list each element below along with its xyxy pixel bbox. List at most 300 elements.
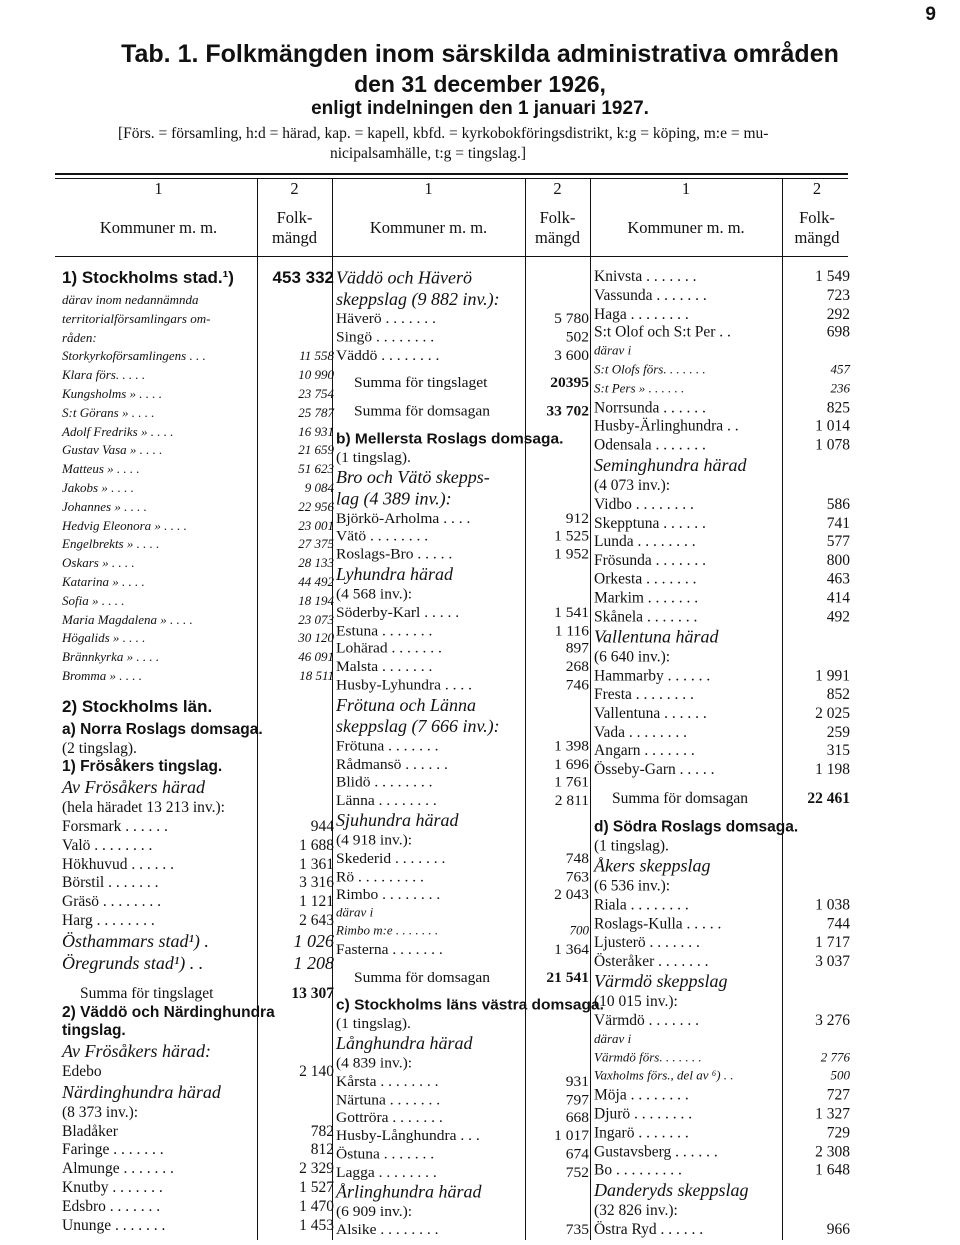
table-row [62, 1198, 332, 1217]
row-value: 1 696 [554, 755, 589, 773]
row-value: 259 [826, 723, 850, 741]
row-value: 51 623 [298, 461, 334, 477]
row-label: Hedvig Eleonora » . . . . [62, 517, 187, 533]
table-row [336, 365, 589, 375]
table-row [336, 640, 589, 658]
row-label: Lohärad . . . . . . . [336, 640, 442, 657]
row-label: Knivsta . . . . . . . [594, 268, 697, 285]
row-value: 414 [826, 589, 850, 607]
row-label: (4 073 inv.): [594, 477, 671, 495]
page-number: 9 [925, 4, 936, 25]
row-label: Kungsholms » . . . . [62, 385, 163, 401]
row-label: Vallentuna . . . . . . [594, 704, 707, 722]
row-label: Vidbo . . . . . . . . [594, 495, 694, 513]
table-row [594, 667, 850, 686]
table-row [336, 1073, 589, 1091]
row-label: Adolf Fredriks » . . . . [62, 423, 174, 439]
table-row [594, 897, 850, 916]
header-kommuner-3: Kommuner m. m. [627, 218, 745, 237]
row-label: (1 tingslag). [594, 837, 669, 855]
table-row [336, 431, 589, 449]
table-row [336, 604, 589, 622]
row-value: 727 [826, 1086, 850, 1104]
row-label: därav i [594, 342, 632, 358]
table-row [336, 997, 604, 1015]
table-row [594, 761, 850, 780]
row-label: Husby-Lyhundra . . . . [336, 676, 473, 694]
row-value: 10 990 [298, 367, 334, 383]
table-row [336, 1109, 589, 1127]
header-col-num-1c: 1 [681, 179, 691, 198]
row-label: Roslags-Kulla . . . . . [594, 915, 722, 933]
table-row [594, 455, 850, 477]
row-label: Storkyrkoförsamlingens . . . [62, 348, 206, 364]
header-folk-2: Folk- [539, 208, 576, 227]
table-row [336, 289, 589, 310]
table-row [594, 324, 850, 343]
row-value: 3 600 [554, 347, 589, 364]
table-row [336, 622, 589, 640]
row-label: därav i [336, 904, 374, 920]
table-row [594, 287, 850, 306]
table-row [594, 971, 850, 993]
table-row [62, 1217, 332, 1236]
row-value: 897 [565, 640, 589, 657]
row-label: Klara förs. . . . . [62, 367, 146, 383]
row-label: Angarn . . . . . . . [594, 742, 695, 760]
table-row [62, 330, 332, 349]
table-row [336, 311, 589, 329]
row-label: b) Mellersta Roslags domsaga. [336, 430, 564, 448]
row-label: Bromma » . . . . [62, 667, 143, 683]
row-label: Bladåker [62, 1122, 118, 1140]
row-value: 2 776 [820, 1049, 850, 1065]
table-row [62, 1082, 332, 1104]
row-label: Åkers skeppslag [594, 855, 711, 876]
row-label: Sofia » . . . . [62, 592, 125, 608]
row-value: 825 [826, 399, 850, 416]
row-value: 1 198 [815, 761, 850, 779]
row-value: 457 [830, 361, 850, 377]
table-title: Tab. 1. Folkmängden inom särskilda administrativa områden [121, 40, 839, 68]
row-label: Bro och Vätö skepps- [336, 467, 490, 487]
row-value: 1 026 [293, 930, 334, 951]
row-label: Valö . . . . . . . . [62, 836, 153, 854]
row-value: 1 121 [299, 893, 334, 911]
row-value: 5 780 [554, 310, 589, 328]
table-row [336, 1091, 589, 1109]
row-label: Hökhuvud . . . . . . [62, 855, 174, 873]
table-row [594, 1181, 850, 1203]
row-label: (6 536 inv.): [594, 877, 671, 895]
row-value: 18 511 [299, 667, 334, 683]
table-row [336, 887, 589, 905]
row-label: Värmdö skeppslag [594, 971, 728, 992]
row-label: Vaxholms förs., del av ⁶) . . [594, 1068, 734, 1084]
row-label: Närtuna . . . . . . . [336, 1091, 441, 1108]
table-row [62, 975, 332, 985]
table-row [62, 931, 332, 953]
table-row [336, 393, 589, 403]
row-value: 46 091 [298, 649, 334, 665]
row-label: 2) Stockholms län. [62, 696, 213, 716]
row-value: 735 [565, 1221, 589, 1239]
row-value: 1 688 [299, 836, 334, 854]
row-label: (hela häradet 13 213 inv.): [62, 799, 225, 817]
row-label: Vallentuna härad [594, 626, 719, 647]
table-row [594, 477, 850, 496]
row-label: (4 568 inv.): [336, 585, 413, 603]
table-row [594, 790, 850, 809]
row-value: 1 470 [299, 1197, 334, 1215]
row-label: 1) Stockholms stad.¹) [62, 268, 234, 287]
row-label: Lagga . . . . . . . . [336, 1164, 437, 1181]
table-row [336, 1015, 589, 1033]
row-label: Östhammars stad¹) . [62, 930, 209, 951]
table-row [594, 1068, 850, 1087]
row-value: 1 648 [815, 1161, 850, 1179]
row-label: Vätö . . . . . . . . [336, 528, 429, 545]
row-label: Malsta . . . . . . . [336, 658, 433, 676]
header-col-num-2c: 2 [812, 179, 822, 198]
row-label: S:t Pers » . . . . . . [594, 380, 685, 396]
row-label: därav i [594, 1030, 632, 1046]
row-value: 13 307 [291, 984, 334, 1002]
table-row [336, 489, 589, 510]
table-row [336, 565, 589, 586]
table-row [594, 878, 850, 897]
table-row [594, 1162, 850, 1181]
row-label: Högalids » . . . . [62, 630, 146, 646]
table-row [336, 923, 589, 941]
table-row [594, 305, 850, 324]
column-2 [336, 268, 604, 1240]
row-value: 2 643 [299, 911, 334, 929]
table-row [62, 630, 332, 649]
row-value: 16 931 [298, 423, 334, 439]
row-value: 797 [565, 1091, 589, 1108]
row-label: (8 373 inv.): [62, 1103, 139, 1121]
row-label: Odensala . . . . . . . [594, 436, 706, 454]
row-label: Summa för tingslaget [80, 984, 214, 1002]
row-value: 698 [826, 324, 850, 342]
table-row [62, 721, 332, 740]
row-label: Estuna . . . . . . . [336, 622, 433, 639]
column-3 [594, 268, 850, 1240]
row-value: 944 [310, 817, 334, 835]
row-label: Ingarö . . . . . . . [594, 1124, 689, 1142]
row-label: Roslags-Bro . . . . . [336, 546, 453, 563]
row-label: Av Frösåkers härad: [62, 1041, 211, 1062]
table-row [594, 552, 850, 571]
table-row [62, 740, 332, 759]
table-row [594, 808, 850, 818]
row-label: (2 tingslag). [62, 739, 137, 757]
table-row [62, 555, 332, 574]
row-label: Harg . . . . . . . . [62, 911, 155, 929]
row-label: råden: [62, 329, 97, 345]
row-value: 668 [565, 1109, 589, 1126]
row-value: 44 492 [298, 573, 334, 589]
row-value: 741 [826, 514, 850, 532]
row-label: (1 tingslag). [336, 449, 411, 466]
table-row [594, 418, 850, 437]
table-row [594, 649, 850, 668]
table-row [594, 993, 850, 1012]
row-value: 746 [565, 676, 589, 694]
row-label: Björkö-Arholma . . . . [336, 509, 471, 527]
header-mangd-3: mängd [794, 228, 840, 247]
row-value: 1 549 [815, 268, 850, 285]
row-value: 1 761 [554, 774, 589, 791]
row-value: 1 952 [554, 546, 589, 563]
row-value: 700 [569, 923, 589, 938]
row-value: 763 [565, 868, 589, 885]
row-value: 1 398 [554, 737, 589, 755]
row-value: 23 073 [298, 611, 334, 627]
table-row [594, 608, 850, 627]
row-value: 33 702 [546, 402, 589, 420]
table-row [336, 1055, 589, 1073]
table-row [62, 480, 332, 499]
row-value: 2 140 [299, 1063, 334, 1081]
header-col-num-1b: 1 [424, 179, 433, 198]
header-folk-1: Folk- [276, 208, 313, 227]
table-row [62, 953, 332, 975]
table-row [594, 399, 850, 418]
row-label: Norrsunda . . . . . . [594, 399, 706, 416]
row-label: skeppslag (7 666 inv.): [336, 716, 500, 736]
row-label: Alsike . . . . . . . . [336, 1221, 439, 1239]
row-value: 492 [826, 608, 850, 626]
table-row [336, 347, 589, 365]
row-label: Vassunda . . . . . . . [594, 286, 707, 304]
row-label: Maria Magdalena » . . . . [62, 611, 193, 627]
table-row [594, 343, 850, 362]
row-label: (6 640 inv.): [594, 648, 671, 666]
row-label: Faringe . . . . . . . [62, 1141, 164, 1159]
table-row [62, 874, 332, 893]
row-label: Lunda . . . . . . . . [594, 533, 696, 551]
table-row [594, 362, 850, 381]
table-row [62, 518, 332, 537]
row-label: d) Södra Roslags domsaga. [594, 818, 799, 836]
row-value: 782 [310, 1122, 334, 1140]
row-value: 236 [830, 380, 850, 396]
row-value: 3 037 [815, 952, 850, 970]
row-value: 1 453 [299, 1216, 334, 1234]
table-row [62, 536, 332, 555]
table-row [594, 496, 850, 515]
row-label: Rådmansö . . . . . . [336, 755, 448, 773]
row-label: Skepptuna . . . . . . [594, 514, 706, 532]
row-label: (10 015 inv.): [594, 993, 678, 1011]
row-value: 1 327 [815, 1105, 850, 1123]
table-row [62, 777, 332, 799]
table-subtitle: enligt indelningen den 1 januari 1927. [311, 98, 649, 119]
row-label: skeppslag (9 882 inv.): [336, 289, 500, 309]
header-mangd-2: mängd [535, 228, 580, 247]
row-label: Gräsö . . . . . . . . [62, 893, 162, 911]
row-value: 1 017 [554, 1127, 589, 1145]
row-value: 463 [826, 570, 850, 588]
row-label: Av Frösåkers härad [62, 777, 205, 798]
row-label: Kårsta . . . . . . . . [336, 1073, 439, 1090]
row-label: Edebo [62, 1063, 102, 1081]
row-label: Fasterna . . . . . . . [336, 941, 443, 958]
row-label: 2) Väddö och Närdinghundra [62, 1003, 275, 1021]
table-row [594, 1106, 850, 1125]
row-label: Länna . . . . . . . . [336, 792, 437, 809]
row-label: Danderyds skeppslag [594, 1180, 749, 1201]
row-value: 1 541 [554, 604, 589, 621]
table-row [594, 953, 850, 972]
row-label: Seminghundra härad [594, 455, 747, 476]
row-value: 1 078 [815, 436, 850, 454]
table-row [336, 421, 589, 431]
row-label: Österåker . . . . . . . [594, 952, 709, 970]
table-row [594, 686, 850, 705]
table-row [62, 268, 332, 292]
table-row [594, 780, 850, 790]
row-label: Ununge . . . . . . . [62, 1216, 166, 1234]
table-row [62, 856, 332, 875]
row-value: 1 361 [299, 855, 334, 873]
row-value: 453 332 [272, 268, 334, 287]
row-value: 2 329 [299, 1160, 334, 1178]
row-value: 502 [565, 328, 589, 346]
row-label: Orkesta . . . . . . . [594, 570, 697, 588]
table-row [336, 1033, 589, 1054]
table-row [594, 1087, 850, 1106]
table-row [336, 905, 589, 923]
row-value: 315 [826, 742, 850, 760]
row-value: 752 [565, 1164, 589, 1181]
row-value: 22 956 [298, 498, 334, 514]
row-value: 931 [565, 1073, 589, 1090]
header-col-num-1a: 1 [154, 179, 163, 198]
table-row [594, 589, 850, 608]
row-label: Möja . . . . . . . . [594, 1086, 689, 1104]
table-row [336, 832, 589, 850]
row-label: Engelbrekts » . . . . [62, 536, 160, 552]
row-value: 723 [826, 286, 850, 304]
row-label: Värmdö förs. . . . . . . [594, 1049, 702, 1065]
row-label: (6 909 inv.): [336, 1203, 413, 1221]
row-value: 2 811 [554, 792, 589, 809]
row-label: Frötuna och Länna [336, 695, 477, 715]
row-value: 30 120 [298, 630, 334, 646]
table-row [62, 818, 332, 837]
row-value: 1 717 [815, 933, 850, 951]
table-row [336, 1204, 589, 1222]
table-row [62, 1141, 332, 1160]
row-value: 1 116 [554, 622, 589, 639]
table-row [336, 774, 589, 792]
table-row [336, 738, 589, 756]
row-label: Hammarby . . . . . . [594, 667, 711, 685]
table-row [336, 268, 589, 289]
row-value: 1 991 [815, 667, 850, 685]
row-label: Lyhundra härad [336, 564, 453, 584]
row-value: 2 025 [815, 704, 850, 722]
row-label: Rimbo m:e . . . . . . . [336, 923, 439, 938]
table-row [62, 758, 332, 777]
table-row [594, 915, 850, 934]
row-value: 729 [826, 1124, 850, 1142]
row-label: Matteus » . . . . [62, 461, 140, 477]
table-row [594, 533, 850, 552]
row-value: 1 208 [293, 952, 334, 973]
table-row [336, 677, 589, 695]
header-col-num-2a: 2 [290, 179, 299, 198]
row-label: Summa för domsagan [354, 969, 491, 986]
row-label: Rimbo . . . . . . . . [336, 886, 441, 904]
row-value: 23 754 [298, 385, 334, 401]
row-label: Vada . . . . . . . . [594, 723, 687, 741]
table-row [336, 659, 589, 677]
table-row [62, 1041, 332, 1063]
table-row [336, 546, 589, 564]
table-row [336, 1164, 589, 1182]
row-value: 966 [826, 1221, 850, 1239]
row-label: Gottröra . . . . . . . [336, 1109, 443, 1126]
row-value: 2 308 [815, 1143, 850, 1160]
header-mangd-1: mängd [272, 228, 317, 247]
row-value: 18 194 [298, 592, 334, 608]
row-label: Summa för domsagan [612, 789, 749, 807]
table-row [594, 1202, 850, 1221]
table-row [594, 571, 850, 590]
abbreviation-note [118, 124, 898, 164]
table-row [62, 893, 332, 912]
table-row [62, 687, 332, 697]
row-value: 852 [826, 686, 850, 704]
table-row [336, 959, 589, 969]
table-row [62, 1022, 332, 1041]
row-value: 20395 [550, 374, 589, 392]
table-row [594, 380, 850, 399]
row-value: 1 014 [815, 417, 850, 435]
table-row [62, 1179, 332, 1198]
table-row [594, 1012, 850, 1031]
row-label: Summa för tingslaget [354, 374, 488, 392]
row-label: Gustav Vasa » . . . . [62, 442, 163, 458]
row-label: Singö . . . . . . . . [336, 328, 435, 346]
row-label: S:t Görans » . . . . [62, 404, 155, 420]
table-row [62, 424, 332, 443]
row-label: Summa för domsagan [354, 402, 491, 420]
row-label: Djurö . . . . . . . . [594, 1105, 693, 1123]
table-row [62, 442, 332, 461]
row-label: (32 826 inv.): [594, 1202, 678, 1220]
table-row [336, 1128, 589, 1146]
table-row [336, 449, 589, 467]
row-label: Rö . . . . . . . . . [336, 868, 424, 885]
row-label: Långhundra härad [336, 1033, 473, 1053]
row-label: a) Norra Roslags domsaga. [62, 720, 263, 738]
header-rule [55, 256, 848, 257]
row-value: 586 [826, 495, 850, 513]
table-row [62, 799, 332, 818]
row-value: 577 [826, 533, 850, 551]
table-row [62, 574, 332, 593]
table-row [62, 348, 332, 367]
row-label: Forsmark . . . . . . [62, 817, 168, 835]
row-label: Väddö . . . . . . . . [336, 347, 440, 364]
row-label: därav inom nedannämnda [62, 292, 199, 307]
row-value: 3 316 [299, 874, 334, 892]
